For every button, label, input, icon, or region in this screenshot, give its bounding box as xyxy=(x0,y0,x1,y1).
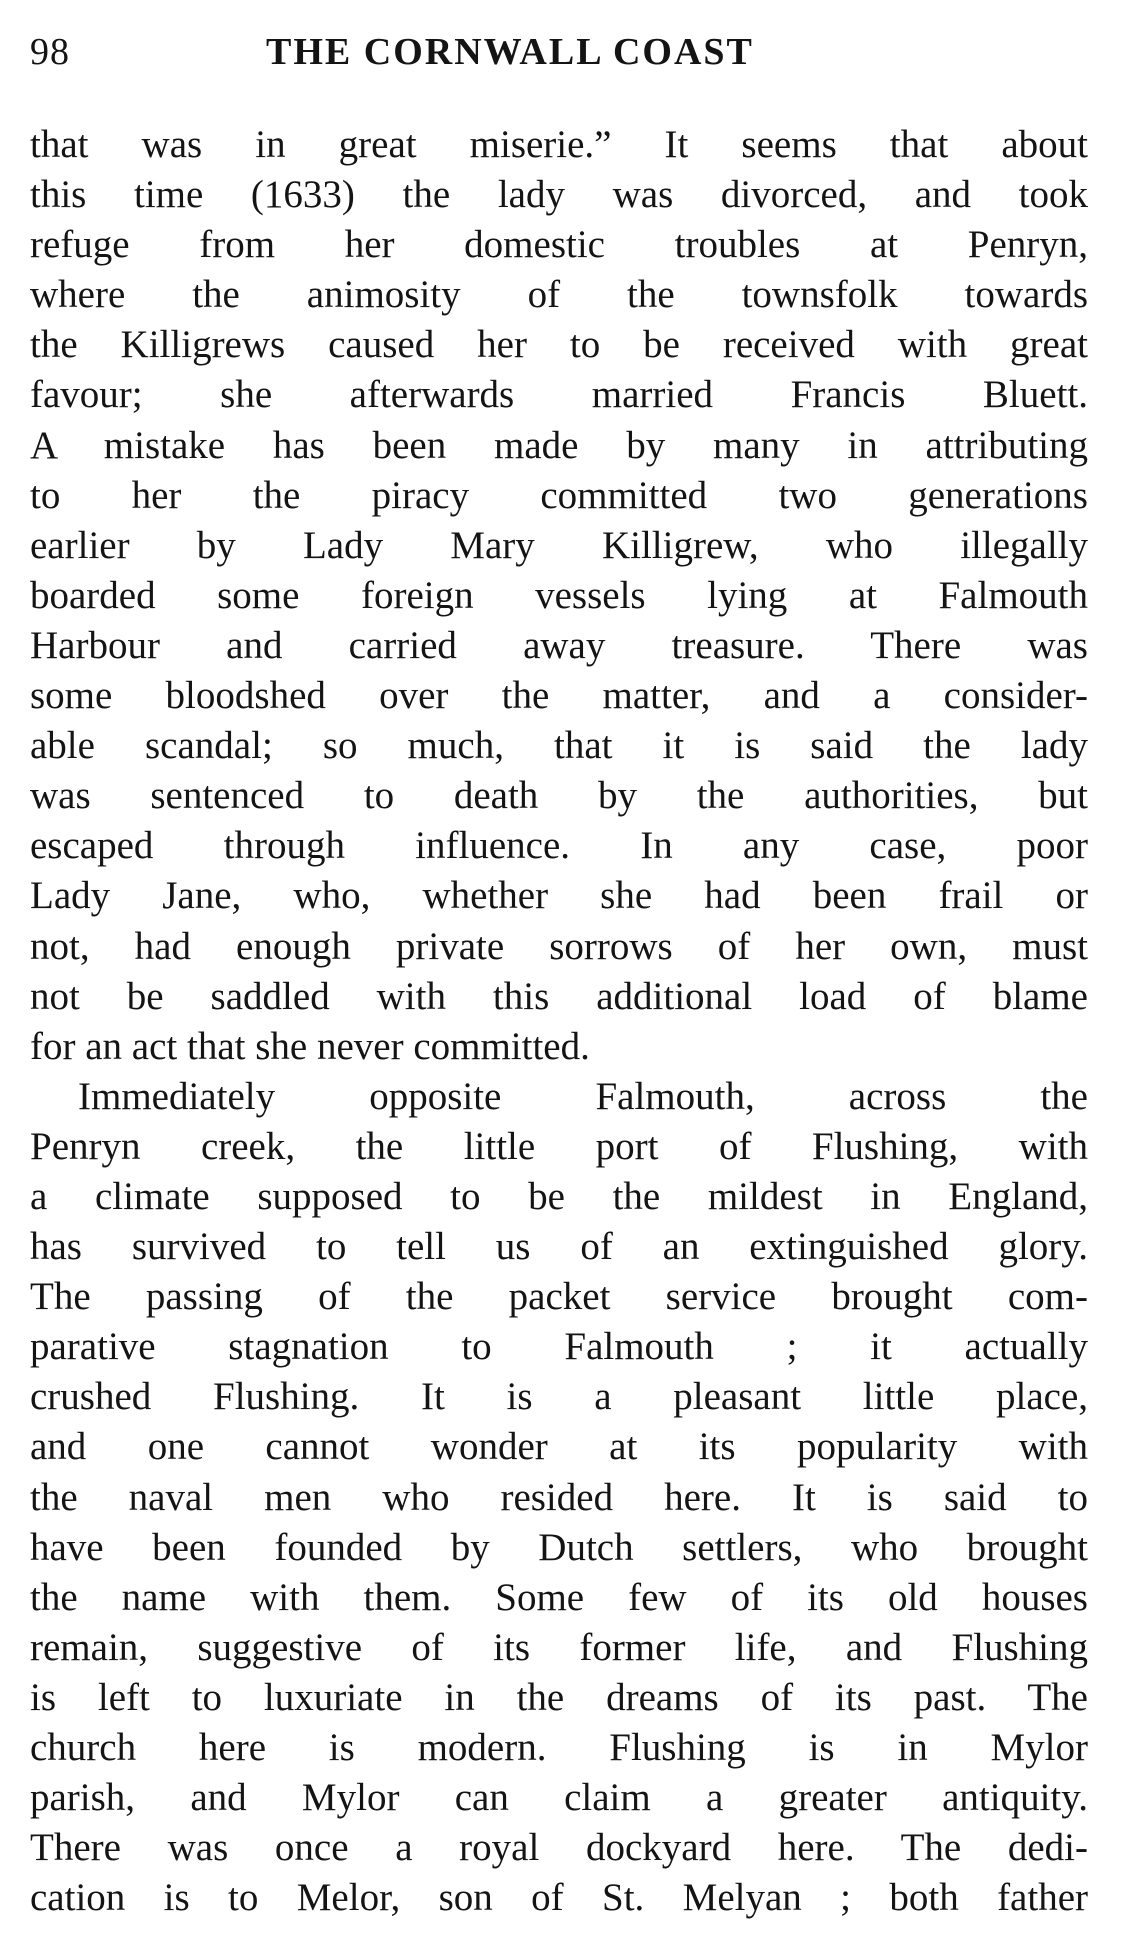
text-line: where the animosity of the townsfolk towards xyxy=(30,273,1088,317)
text-line: some bloodshed over the matter, and a consider- xyxy=(30,674,1088,718)
text-line: favour; she afterwards married Francis Bluett. xyxy=(30,373,1088,417)
text-line: has survived to tell us of an extinguished glory. xyxy=(30,1225,1088,1269)
text-line: parative stagnation to Falmouth ; it actually xyxy=(30,1325,1088,1369)
body-text xyxy=(30,120,1088,1923)
text-line: Penryn creek, the little port of Flushing, with xyxy=(30,1124,1088,1168)
text-line: the naval men who resided here. It is said to xyxy=(30,1475,1088,1519)
text-line: was sentenced to death by the authorities, but xyxy=(30,774,1088,818)
text-line: refuge from her domestic troubles at Penryn, xyxy=(30,223,1088,267)
text-line: this time (1633) the lady was divorced, and took xyxy=(30,173,1088,217)
text-line: escaped through influence. In any case, poor xyxy=(30,824,1088,868)
text-line: is left to luxuriate in the dreams of its past. The xyxy=(30,1675,1088,1719)
text-line: and one cannot wonder at its popularity with xyxy=(30,1425,1088,1469)
text-line: earlier by Lady Mary Killigrew, who illegally xyxy=(30,523,1088,567)
text-line: crushed Flushing. It is a pleasant little place, xyxy=(30,1375,1088,1419)
running-head: THE CORNWALL COAST xyxy=(266,31,754,73)
text-line: the Killigrews caused her to be received with great xyxy=(30,323,1088,367)
text-line: to her the piracy committed two generations xyxy=(30,473,1088,517)
text-line: Immediately opposite Falmouth, across the xyxy=(78,1074,1088,1118)
text-line: boarded some foreign vessels lying at Falmouth xyxy=(30,573,1088,617)
text-line: Harbour and carried away treasure. There was xyxy=(30,623,1088,667)
text-line: not, had enough private sorrows of her own, must xyxy=(30,924,1088,968)
text-line: Lady Jane, who, whether she had been frail or xyxy=(30,874,1088,918)
text-line: not be saddled with this additional load of blame xyxy=(30,974,1088,1018)
page-header xyxy=(30,28,1090,76)
text-line: able scandal; so much, that it is said the lady xyxy=(30,724,1088,768)
text-line: cation is to Melor, son of St. Melyan ; both father xyxy=(30,1876,1088,1920)
text-line: a climate supposed to be the mildest in England, xyxy=(30,1174,1088,1218)
text-line: that was in great miserie.” It seems that about xyxy=(30,123,1088,166)
text-line: have been founded by Dutch settlers, who brought xyxy=(30,1525,1088,1569)
text-line: church here is modern. Flushing is in Mylor xyxy=(30,1726,1088,1769)
text-line: the name with them. Some few of its old houses xyxy=(30,1575,1088,1619)
text-line: parish, and Mylor can claim a greater antiquity. xyxy=(30,1776,1088,1820)
paragraph xyxy=(30,1072,1088,1924)
text-line: The passing of the packet service brought com- xyxy=(30,1275,1088,1319)
text-line: A mistake has been made by many in attributing xyxy=(30,423,1088,467)
paragraph xyxy=(30,120,1088,1072)
text-line: remain, suggestive of its former life, and Flushing xyxy=(30,1625,1088,1669)
text-line: for an act that she never committed. xyxy=(30,1024,590,1068)
page-number: 98 xyxy=(30,31,70,73)
text-line: There was once a royal dockyard here. The dedi- xyxy=(30,1826,1088,1870)
